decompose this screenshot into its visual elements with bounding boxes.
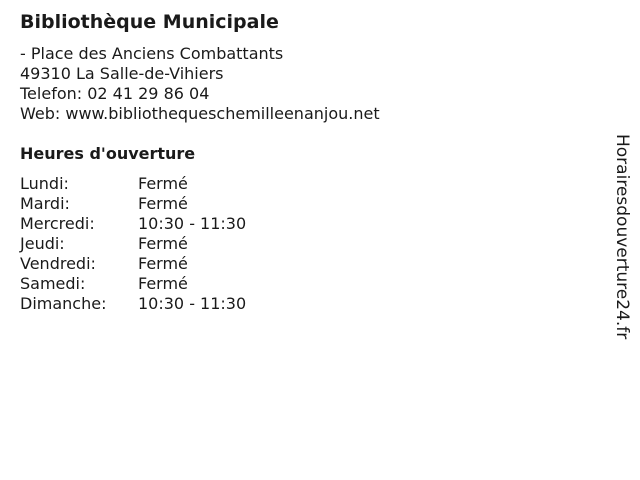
hours-table [20, 174, 246, 314]
hours-day-label: Lundi: [20, 174, 69, 193]
hours-row-wednesday [20, 214, 246, 234]
brand-watermark: Horairesdouverture24.fr [612, 134, 632, 340]
hours-row-tuesday [20, 194, 246, 214]
page-title: Bibliothèque Municipale [20, 11, 279, 33]
hours-day-label: Samedi: [20, 274, 86, 293]
address-street: - Place des Anciens Combattants [20, 44, 284, 63]
address-block [20, 44, 380, 124]
address-city: 49310 La Salle-de-Vihiers [20, 64, 224, 83]
hours-time-value: Fermé [138, 254, 188, 273]
hours-time-value: Fermé [138, 274, 188, 293]
hours-time-value: 10:30 - 11:30 [138, 294, 247, 313]
hours-heading: Heures d'ouverture [20, 144, 196, 163]
hours-day-label: Mercredi: [20, 214, 95, 233]
hours-day-label: Dimanche: [20, 294, 107, 313]
hours-row-friday [20, 254, 246, 274]
hours-time-value: Fermé [138, 194, 188, 213]
hours-row-sunday [20, 294, 246, 314]
hours-time-value: 10:30 - 11:30 [138, 214, 247, 233]
address-phone: Telefon: 02 41 29 86 04 [20, 84, 210, 103]
hours-time-value: Fermé [138, 234, 188, 253]
hours-day-label: Mardi: [20, 194, 70, 213]
address-web: Web: www.bibliothequeschemilleenanjou.net [20, 104, 380, 123]
hours-time-value: Fermé [138, 174, 188, 193]
hours-day-label: Vendredi: [20, 254, 96, 273]
hours-row-thursday [20, 234, 246, 254]
hours-row-saturday [20, 274, 246, 294]
hours-day-label: Jeudi: [20, 234, 65, 253]
hours-row-monday [20, 174, 246, 194]
